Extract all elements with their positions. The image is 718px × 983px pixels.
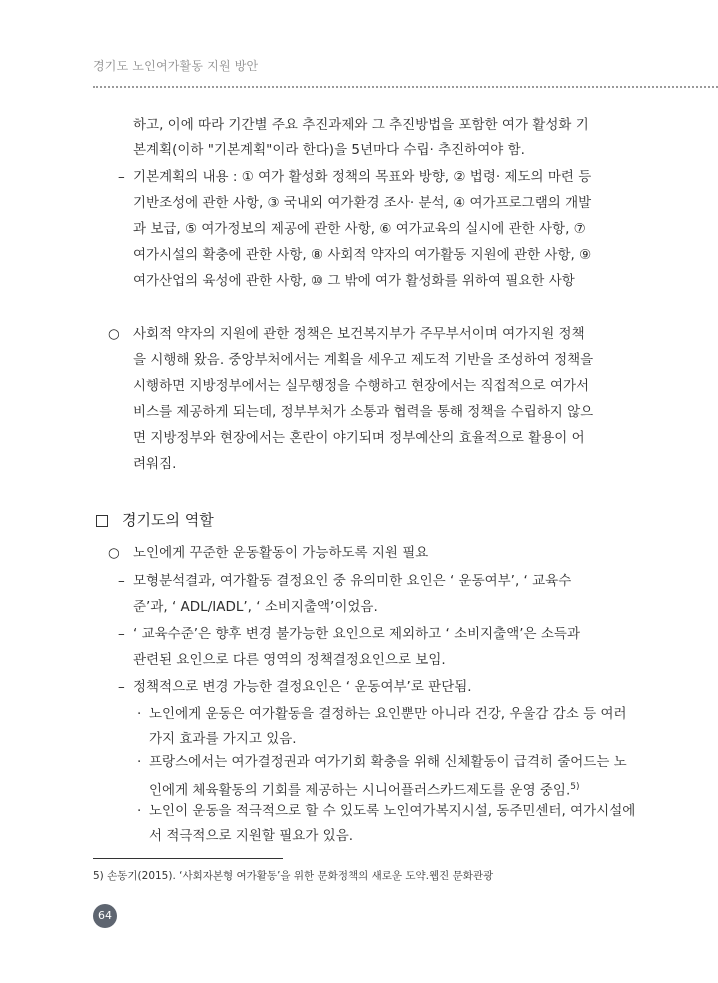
text-line: 을 시행해 왔음. 중앙부처에서는 계획을 세우고 제도적 기반을 조성하여 정책을 — [133, 352, 594, 368]
circle-bullet: ○ — [108, 326, 120, 342]
text-line: 본계획(이하 "기본계획"이라 한다)을 5년마다 수립· 추진하여야 함. — [133, 142, 525, 158]
section-box-icon — [96, 515, 108, 527]
text-line: 준’과, ‘ ADL/IADL’, ‘ 소비지출액’이었음. — [133, 599, 378, 615]
dot-bullet: · — [137, 706, 142, 722]
dash-bullet: – — [118, 679, 125, 695]
text-line: 서 적극적으로 지원할 필요가 있음. — [149, 828, 354, 844]
text-line: 모형분석결과, 여가활동 결정요인 중 유의미한 요인은 ‘ 운동여부’, ‘ 교육수 — [133, 573, 572, 589]
text-line: 정책적으로 변경 가능한 결정요인은 ‘ 운동여부’로 판단됨. — [133, 679, 472, 695]
text-line: 기반조성에 관한 사항, ③ 국내외 여가환경 조사· 분석, ④ 여가프로그램의 개발 — [133, 195, 592, 211]
header-divider — [93, 86, 718, 88]
footnote-ref[interactable]: 5) — [570, 782, 580, 792]
text-line — [149, 777, 580, 801]
circle-bullet: ○ — [108, 545, 120, 561]
dash-bullet: – — [118, 626, 125, 642]
dot-bullet: · — [137, 803, 142, 819]
page-number-badge: 64 — [93, 904, 117, 928]
text-line: 과 보급, ⑤ 여가정보의 제공에 관한 사항, ⑥ 여가교육의 실시에 관한 사항, ⑦ — [133, 221, 586, 237]
text-line: 시행하면 지방정부에서는 실무행정을 수행하고 현장에서는 직접적으로 여가서 — [133, 378, 590, 394]
dash-bullet: – — [118, 573, 125, 589]
text-line: 노인이 운동을 적극적으로 할 수 있도록 노인여가복지시설, 동주민센터, 여가시설에 — [149, 803, 636, 819]
text-line: 여가시설의 확충에 관한 사항, ⑧ 사회적 약자의 여가활동 지원에 관한 사항, ⑨ — [133, 247, 592, 263]
text-line: 여가산업의 육성에 관한 사항, ⑩ 그 밖에 여가 활성화를 위하여 필요한 사항 — [133, 273, 575, 289]
text-line: 관련된 요인으로 다른 영역의 정책결정요인으로 보임. — [133, 652, 446, 668]
text-line: 면 지방정부와 현장에서는 혼란이 야기되며 정부예산의 효율적으로 활용이 어 — [133, 430, 585, 446]
text-line: 사회적 약자의 지원에 관한 정책은 보건복지부가 주무부서이며 여가지원 정책 — [133, 326, 585, 342]
text-line: 하고, 이에 따라 기간별 주요 추진과제와 그 추진방법을 포함한 여가 활성화 기 — [133, 117, 589, 133]
header-title: 경기도 노인여가활동 지원 방안 — [93, 59, 259, 73]
text-line: 려워짐. — [133, 456, 177, 472]
footnote-text: 5) 손동기(2015). ‘사회자본형 여가활동’을 위한 문화정책의 새로운 도약.웹진 문화관광 — [93, 870, 494, 882]
dash-bullet: – — [118, 169, 125, 185]
text-line: 프랑스에서는 여가결정권과 여가기회 확충을 위해 신체활동이 급격히 줄어드는 노 — [149, 754, 627, 770]
text-line: 기본계획의 내용 : ① 여가 활성화 정책의 목표와 방향, ② 법령· 제도의 마련 등 — [133, 169, 592, 185]
text-span: 인에게 체육활동의 기회를 제공하는 시니어플러스카드제도를 운영 중임. — [149, 782, 571, 799]
dot-bullet: · — [137, 754, 142, 770]
text-line: 비스를 제공하게 되는데, 정부부처가 소통과 협력을 통해 정책을 수립하지 않으 — [133, 404, 594, 420]
text-line: 노인에게 꾸준한 운동활동이 가능하도록 지원 필요 — [133, 545, 429, 561]
footnote-divider — [93, 858, 283, 859]
text-line: 가지 효과를 가지고 있음. — [149, 731, 297, 747]
text-line: ‘ 교육수준’은 향후 변경 불가능한 요인으로 제외하고 ‘ 소비지출액’은 소득과 — [133, 626, 581, 642]
text-line: 노인에게 운동은 여가활동을 결정하는 요인뿐만 아니라 건강, 우울감 감소 등 여러 — [149, 706, 627, 722]
section-title: 경기도의 역할 — [122, 511, 214, 529]
